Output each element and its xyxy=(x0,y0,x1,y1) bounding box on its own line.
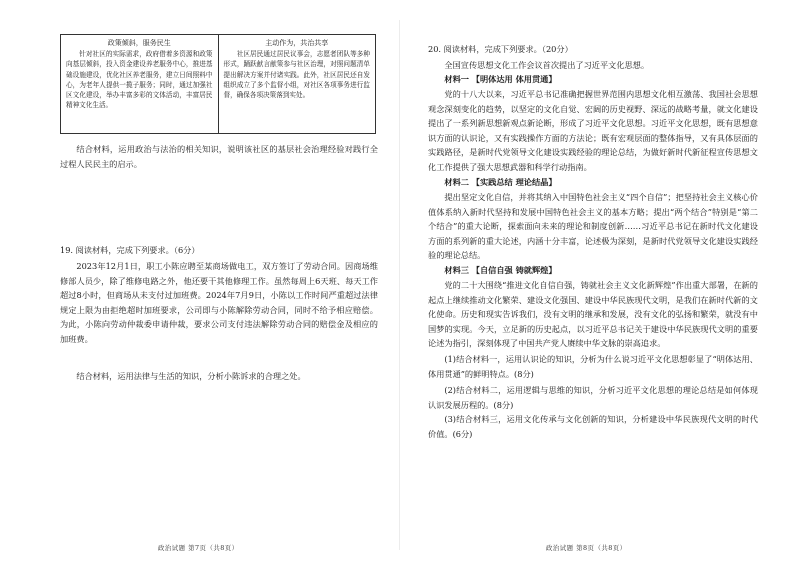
page-footer-left: 政治试题 第7页（共8页） xyxy=(158,544,239,552)
material-2-body: 提出坚定文化自信，并将其纳入中国特色社会主义“四个自信”；把坚持社会主义核心价值体系纳入新时代坚持和发展中国特色社会主义的基本方略；提出“两个结合”特别是“第二个结合”的重大论断，探索面向未来的理论和制度创新……习近平总书记在新时代文化建设方面的系列新的重大论述，内涵十分丰富，论述极为深刻，是新时代党领导文化建设实践经验的理论总结。 xyxy=(428,192,758,261)
q20-heading: 20. 阅读材料，完成下列要求。（20分） xyxy=(428,44,573,54)
material-2-title: 材料二 【实践总结 理论结晶】 xyxy=(444,177,557,187)
box-right-title: 主动作为，共治共享 xyxy=(265,39,329,47)
q20-sub-question-2: (2)结合材料二，运用逻辑与思维的知识，分析习近平文化思想的理论总结是如何体现认识发展历程的。(8分) xyxy=(428,385,758,410)
box-right-body: 社区居民通过居民议事会，志愿者团队等多种形式，踊跃献言献策参与社区治理，对照问题清单提出解决方案并付诸实践。此外，社区居民还自发组织成立了多个监督小组，对社区各项事务进行监督，确保各项决策落到实处。 xyxy=(223,50,370,100)
material-3-title: 材料三 【自信自强 铸就辉煌】 xyxy=(444,265,557,275)
material-table xyxy=(60,34,376,134)
material-3-body: 党的二十大围绕“推进文化自信自强，铸就社会主义文化新辉煌”作出重大部署，在新的起点上继续推动文化繁荣、建设文化强国、建设中华民族现代文明，是我们在新时代新的文化使命。历史和现实告诉我们，没有文明的继承和发展，没有文化的弘扬和繁荣，就没有中国梦的实现。今天，立足新的历史起点，以习近平总书记关于建设中华民族现代文明的重要论述为指引，深刻体现了中国共产党人赓续中华文脉的崇高追求。 xyxy=(428,280,758,349)
q20-intro: 全国宣传思想文化工作会议首次提出了习近平文化思想。 xyxy=(444,60,650,70)
material-box-left xyxy=(61,35,218,133)
material-box-right xyxy=(218,35,376,133)
box-left-title: 政策倾斜，服务民生 xyxy=(107,39,171,47)
box-left-body: 针对社区的实际需求，政府借着多资源和政策向基层倾斜，投入资金建设养老服务中心，推进基础设施建设，优化社区养老服务，建立日间照料中心，为老年人提供一揽子服务；同时，通过加强社区文化建设，举办丰富多彩的文体活动，丰富居民精神文化生活。 xyxy=(66,50,213,110)
material-1-title: 材料一 【明体达用 体用贯通】 xyxy=(444,74,557,84)
material-1-body: 党的十八大以来，习近平总书记准确把握世界范围内思想文化相互激荡、我国社会思想观念深刻变化的趋势，以坚定的文化自觉、宏阔的历史视野、深远的战略考量，就文化建设提出了一系列新思想新观点新论断，形成了习近平文化思想。习近平文化思想，既有思想意识方面的认识论，又有实践操作方面的方法论；既有宏观层面的整体指导，又有具体层面的实践路径，是新时代党领导文化建设实践经验的理论总结，为做好新时代新征程宣传思想文化工作提供了强大思想武器和科学行动指南。 xyxy=(428,89,758,172)
q18-question: 结合材料，运用政治与法治的相关知识，说明该社区的基层社会治理经验对践行全过程人民民主的启示。 xyxy=(60,144,378,169)
q20-sub-question-3: (3)结合材料三，运用文化传承与文化创新的知识，分析建设中华民族现代文明的时代价值。(6分) xyxy=(428,414,758,439)
q19-heading: 19. 阅读材料，完成下列要求。（6分） xyxy=(60,245,200,255)
q19-question: 结合材料，运用法律与生活的知识，分析小陈诉求的合理之处。 xyxy=(76,371,306,381)
q19-material: 2023年12月1日，职工小陈应聘至某商场做电工，双方签订了劳动合同。因商场维修部人员少，除了维修电路之外，他还要干其他修理工作。虽然每周上6天班、每天工作超过8小时，但商场从未支付过加班费。2024年7月9日，小陈以工作时间严重超过法律规定上限为由拒绝超时加班要求，公司即与小陈解除劳动合同，同时不给予相应赔偿。为此，小陈向劳动仲裁委申请仲裁，要求公司支付违法解除劳动合同的赔偿金及相应的加班费。 xyxy=(60,261,378,344)
page-footer-right: 政治试题 第8页（共8页） xyxy=(546,544,627,552)
right-page xyxy=(400,0,800,566)
q20-sub-question-1: (1)结合材料一，运用认识论的知识，分析为什么说习近平文化思想彰显了“明体达用、体用贯通”的鲜明特点。(8分) xyxy=(428,354,758,379)
